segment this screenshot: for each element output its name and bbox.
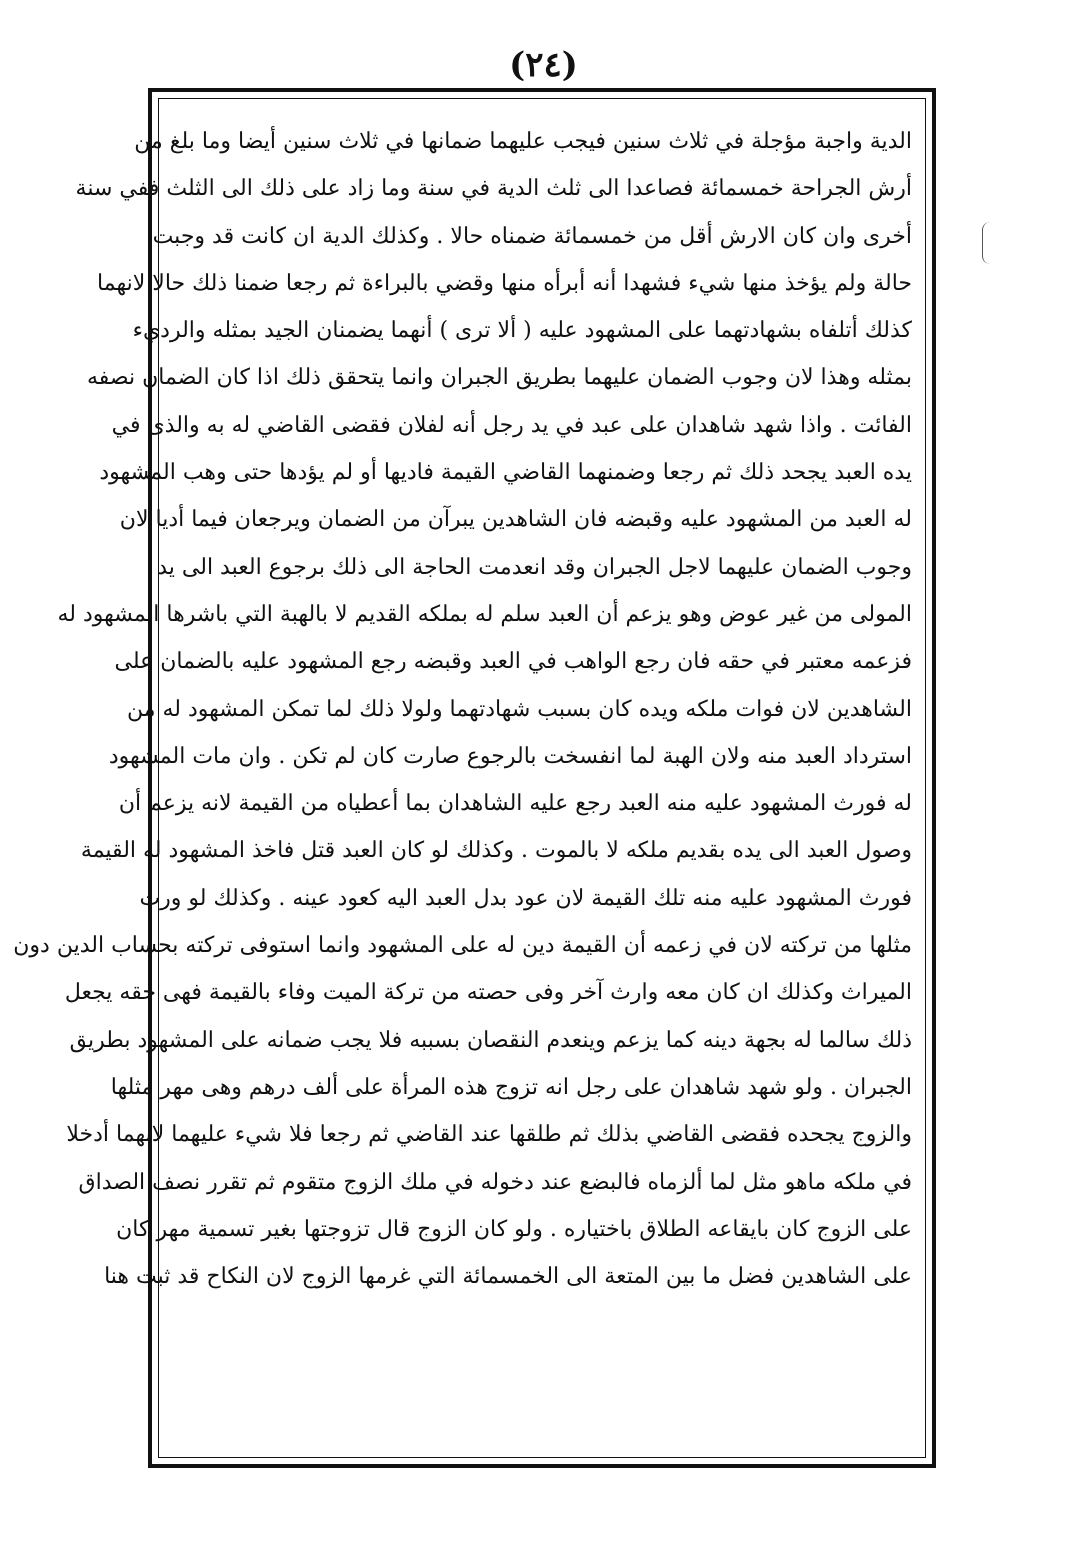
text-line: وصول العبد الى يده بقديم ملكه لا بالموت . وكذلك لو كان العبد قتل فاخذ المشهود له القيمة <box>80 838 912 864</box>
text-line: فزعمه معتبر في حقه فان رجع الواهب في العبد وقبضه رجع المشهود عليه بالضمان على <box>114 649 912 675</box>
text-line: له العبد من المشهود عليه وقبضه فان الشاهدين يبرآن من الضمان ويرجعان فيما أديا لان <box>119 507 912 533</box>
text-line: الفائت . واذا شهد شاهدان على عبد في يد رجل أنه لفلان فقضى القاضي له به والذى في <box>111 412 912 438</box>
text-line: يده العبد يجحد ذلك ثم رجعا وضمنهما القاضي القيمة فاديها أو لم يؤدها حتى وهب المشهود <box>99 460 912 486</box>
text-line: الشاهدين لان فوات ملكه ويده كان بسبب شهادتهما ولولا ذلك لما تمكن المشهود له من <box>126 696 912 722</box>
page-frame <box>13 88 936 1468</box>
margin-mark <box>982 222 993 264</box>
text-line: بمثله وهذا لان وجوب الضمان عليهما بطريق الجبران وانما يتحقق ذلك اذا كان الضمان نصفه <box>87 365 912 391</box>
text-line: له فورث المشهود عليه منه العبد رجع عليه الشاهدان بما أعطياه من القيمة لانه يزعم أن <box>118 791 912 817</box>
text-body <box>13 118 912 1300</box>
text-line: استرداد العبد منه ولان الهبة لما انفسخت بالرجوع صارت كان لم تكن . وان مات المشهود <box>108 743 912 769</box>
text-line: وجوب الضمان عليهما لاجل الجبران وقد انعدمت الحاجة الى ذلك برجوع العبد الى يد <box>157 554 912 580</box>
text-line: الجبران . ولو شهد شاهدان على رجل انه تزوج هذه المرأة على ألف درهم وهى مهر مثلها <box>110 1074 912 1100</box>
text-line: أرش الجراحة خمسمائة فصاعدا الى ثلث الدية في سنة وما زاد على ذلك الى الثلث ففي سنة <box>75 176 912 202</box>
text-line: فورث المشهود عليه منه تلك القيمة لان عود بدل العبد اليه كعود عينه . وكذلك لو ورث <box>139 885 912 911</box>
page-number: (٢٤) <box>509 45 578 85</box>
text-line: على الشاهدين فضل ما بين المتعة الى الخمسمائة التي غرمها الزوج لان النكاح قد ثبت هنا <box>104 1264 912 1290</box>
text-line: مثلها من تركته لان في زعمه أن القيمة دين له على المشهود وانما استوفى تركته بحساب الدين دون <box>13 933 912 959</box>
text-line: الميراث وكذلك ان كان معه وارث آخر وفى حصته من تركة الميت وفاء بالقيمة فهى حقه يجعل <box>64 980 912 1006</box>
text-line: ذلك سالما له بجهة دينه كما يزعم وينعدم النقصان بسببه فلا يجب ضمانه على المشهود بطريق <box>69 1027 912 1053</box>
text-line: أخرى وان كان الارش أقل من خمسمائة ضمناه حالا . وكذلك الدية ان كانت قد وجبت <box>152 223 912 249</box>
text-line: والزوج يجحده فقضى القاضي بذلك ثم طلقها عند القاضي ثم رجعا فلا شيء عليهما لانهما أدخلا <box>66 1122 912 1148</box>
text-line: المولى من غير عوض وهو يزعم أن العبد سلم له بملكه القديم لا بالهبة التي باشرها المشهود له <box>57 601 912 627</box>
text-line: الدية واجبة مؤجلة في ثلاث سنين فيجب عليهما ضمانها في ثلاث سنين أيضا وما بلغ من <box>134 129 912 154</box>
text-line: على الزوج كان بايقاعه الطلاق باختياره . ولو كان الزوج قال تزوجتها بغير تسمية مهر كان <box>116 1216 912 1242</box>
text-line: حالة ولم يؤخذ منها شيء فشهدا أنه أبرأه منها وقضي بالبراءة ثم رجعا ضمنا ذلك حالا لانهما <box>97 270 912 296</box>
text-line: كذلك أتلفاه بشهادتهما على المشهود عليه ( ألا ترى ) أنهما يضمنان الجيد بمثله والرديء <box>132 318 912 344</box>
text-line: في ملكه ماهو مثل لما ألزماه فالبضع عند دخوله في ملك الزوج متقوم ثم تقرر نصف الصداق <box>78 1169 912 1195</box>
